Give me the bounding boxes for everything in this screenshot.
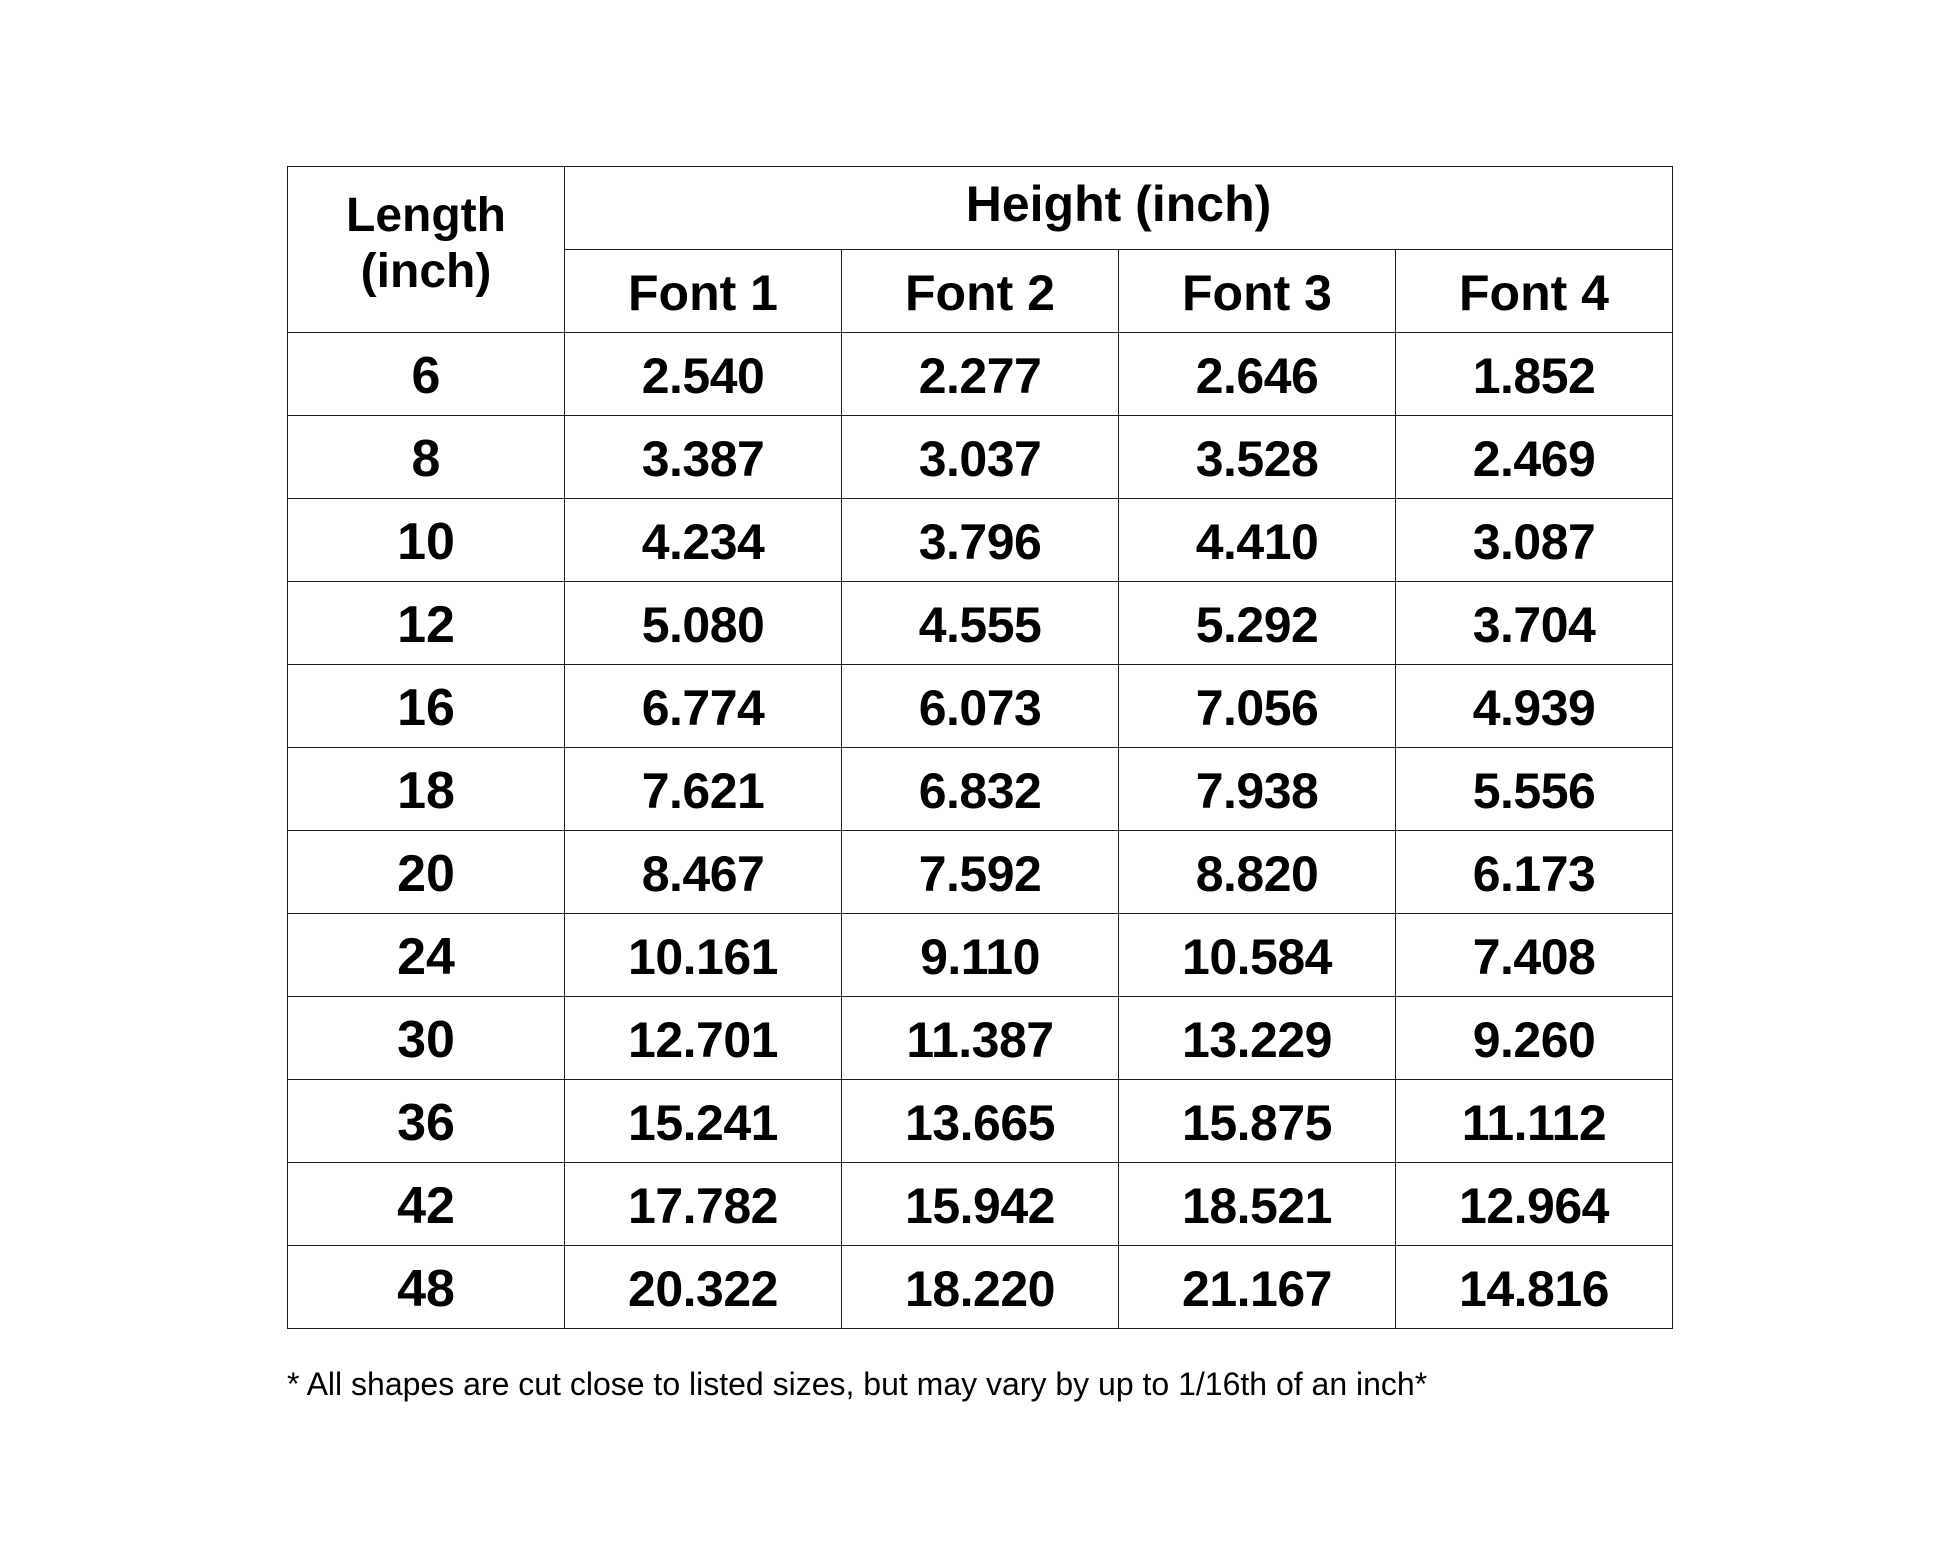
table-body <box>288 333 1673 1329</box>
length-cell: 20 <box>288 831 565 914</box>
height-cell-font-4: 5.556 <box>1396 748 1673 831</box>
height-cell-font-2: 11.387 <box>842 997 1119 1080</box>
height-cell-font-3: 2.646 <box>1119 333 1396 416</box>
height-cell-font-2: 18.220 <box>842 1246 1119 1329</box>
height-cell-font-4: 9.260 <box>1396 997 1673 1080</box>
table-row <box>288 582 1673 665</box>
height-cell-font-3: 18.521 <box>1119 1163 1396 1246</box>
height-cell-font-1: 7.621 <box>565 748 842 831</box>
height-cell-font-4: 11.112 <box>1396 1080 1673 1163</box>
height-cell-font-4: 4.939 <box>1396 665 1673 748</box>
height-cell-font-1: 4.234 <box>565 499 842 582</box>
font-2-header: Font 2 <box>842 250 1119 333</box>
table-row <box>288 831 1673 914</box>
height-cell-font-2: 3.037 <box>842 416 1119 499</box>
table-row <box>288 1163 1673 1246</box>
height-cell-font-3: 15.875 <box>1119 1080 1396 1163</box>
height-cell-font-3: 21.167 <box>1119 1246 1396 1329</box>
height-cell-font-3: 7.938 <box>1119 748 1396 831</box>
height-cell-font-2: 2.277 <box>842 333 1119 416</box>
table-row <box>288 333 1673 416</box>
length-cell: 18 <box>288 748 565 831</box>
height-cell-font-2: 6.832 <box>842 748 1119 831</box>
height-cell-font-1: 10.161 <box>565 914 842 997</box>
height-cell-font-4: 6.173 <box>1396 831 1673 914</box>
height-cell-font-1: 2.540 <box>565 333 842 416</box>
height-cell-font-1: 6.774 <box>565 665 842 748</box>
height-cell-font-1: 5.080 <box>565 582 842 665</box>
height-cell-font-1: 20.322 <box>565 1246 842 1329</box>
table-row <box>288 914 1673 997</box>
height-group-header: Height (inch) <box>565 167 1673 250</box>
height-cell-font-3: 10.584 <box>1119 914 1396 997</box>
height-cell-font-2: 3.796 <box>842 499 1119 582</box>
font-1-header: Font 1 <box>565 250 842 333</box>
length-cell: 30 <box>288 997 565 1080</box>
table-row <box>288 997 1673 1080</box>
header-row-top <box>288 167 1673 250</box>
height-cell-font-3: 5.292 <box>1119 582 1396 665</box>
font-4-header: Font 4 <box>1396 250 1673 333</box>
height-cell-font-4: 3.704 <box>1396 582 1673 665</box>
height-cell-font-1: 17.782 <box>565 1163 842 1246</box>
height-cell-font-1: 3.387 <box>565 416 842 499</box>
height-cell-font-3: 3.528 <box>1119 416 1396 499</box>
height-cell-font-3: 4.410 <box>1119 499 1396 582</box>
height-cell-font-4: 7.408 <box>1396 914 1673 997</box>
height-cell-font-1: 8.467 <box>565 831 842 914</box>
height-cell-font-3: 7.056 <box>1119 665 1396 748</box>
table-row <box>288 416 1673 499</box>
footnote: * All shapes are cut close to listed sizes, but may vary by up to 1/16th of an inch* <box>287 1366 1428 1402</box>
length-cell: 36 <box>288 1080 565 1163</box>
height-cell-font-4: 14.816 <box>1396 1246 1673 1329</box>
length-cell: 6 <box>288 333 565 416</box>
height-cell-font-2: 15.942 <box>842 1163 1119 1246</box>
height-cell-font-3: 13.229 <box>1119 997 1396 1080</box>
length-cell: 16 <box>288 665 565 748</box>
length-column-header <box>288 167 565 333</box>
height-cell-font-1: 12.701 <box>565 997 842 1080</box>
height-cell-font-4: 2.469 <box>1396 416 1673 499</box>
table-row <box>288 665 1673 748</box>
table-row <box>288 1080 1673 1163</box>
height-cell-font-2: 4.555 <box>842 582 1119 665</box>
length-cell: 24 <box>288 914 565 997</box>
size-chart-table <box>287 166 1673 1329</box>
length-cell: 10 <box>288 499 565 582</box>
height-cell-font-4: 3.087 <box>1396 499 1673 582</box>
length-header-line2: (inch) <box>360 244 492 298</box>
length-header-line1: Length <box>346 188 506 242</box>
height-cell-font-2: 9.110 <box>842 914 1119 997</box>
length-cell: 12 <box>288 582 565 665</box>
height-cell-font-3: 8.820 <box>1119 831 1396 914</box>
table-row <box>288 499 1673 582</box>
height-cell-font-4: 1.852 <box>1396 333 1673 416</box>
height-cell-font-1: 15.241 <box>565 1080 842 1163</box>
font-3-header: Font 3 <box>1119 250 1396 333</box>
length-cell: 48 <box>288 1246 565 1329</box>
height-cell-font-2: 7.592 <box>842 831 1119 914</box>
height-cell-font-2: 13.665 <box>842 1080 1119 1163</box>
table-row <box>288 748 1673 831</box>
table-row <box>288 1246 1673 1329</box>
length-cell: 42 <box>288 1163 565 1246</box>
length-cell: 8 <box>288 416 565 499</box>
height-cell-font-4: 12.964 <box>1396 1163 1673 1246</box>
height-cell-font-2: 6.073 <box>842 665 1119 748</box>
